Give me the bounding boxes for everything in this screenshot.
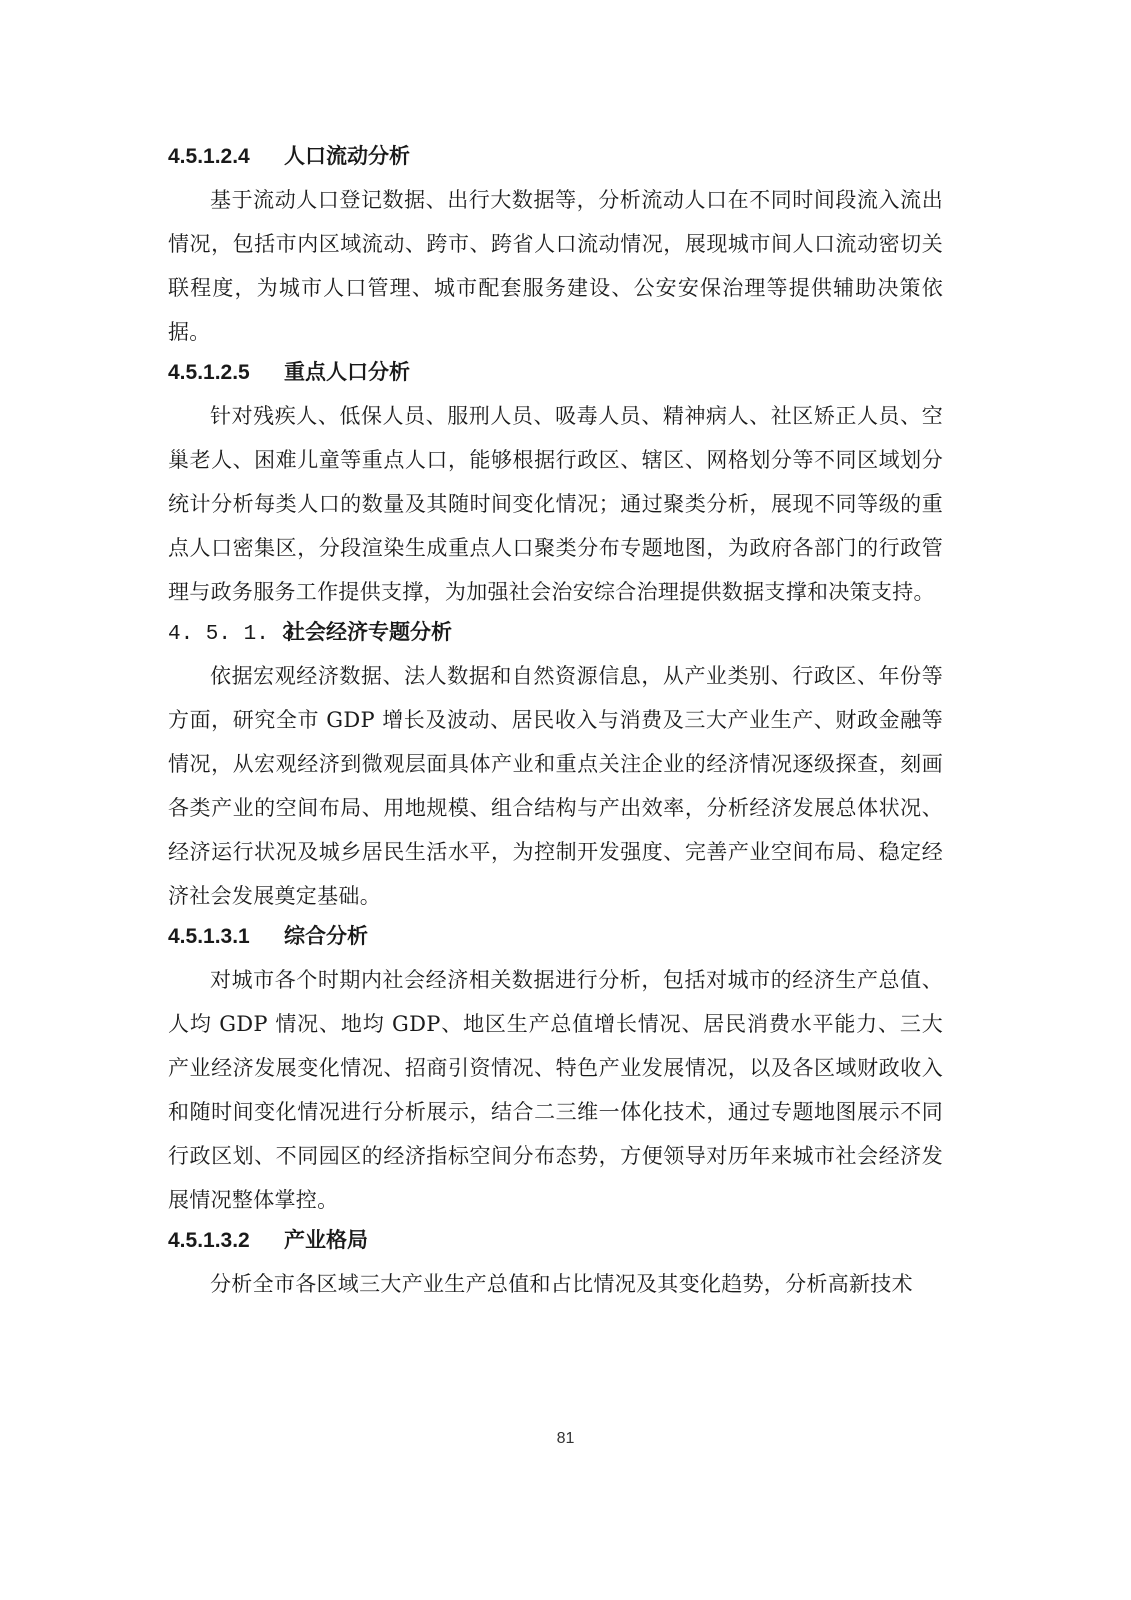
section-heading [168, 618, 943, 648]
section-paragraph: 针对残疾人、低保人员、服刑人员、吸毒人员、精神病人、社区矫正人员、空巢老人、困难儿童等重点人口，能够根据行政区、辖区、网格划分等不同区域划分统计分析每类人口的数量及其随时间变化情况；通过聚类分析，展现不同等级的重点人口密集区，分段渲染生成重点人口聚类分布专题地图，为政府各部门的行政管理与政务服务工作提供支撑，为加强社会治安综合治理提供数据支撑和决策支持。 [168, 404, 943, 604]
section-number: 4.5.1.2.5 [168, 361, 250, 384]
document-page [168, 138, 943, 1306]
section-heading [168, 922, 943, 952]
section-number: 4.5.1.2.4 [168, 145, 250, 168]
section-title: 综合分析 [284, 925, 368, 948]
section-number: 4.5.1.3.2 [168, 1229, 250, 1252]
section-title: 社会经济专题分析 [284, 621, 452, 644]
section-title: 产业格局 [284, 1229, 368, 1252]
section-paragraph: 对城市各个时期内社会经济相关数据进行分析，包括对城市的经济生产总值、人均 GDP 情况、地均 GDP、地区生产总值增长情况、居民消费水平能力、三大产业经济发展变化情况、招商引资情况、特色产业发展情况，以及各区域财政收入和随时间变化情况进行分析展示，结合二三维一体化技术，通过专题地图展示不同行政区划、不同园区的经济指标空间分布态势，方便领导对历年来城市社会经济发展情况整体掌控。 [168, 968, 943, 1212]
section-number: 4.5.1.3.1 [168, 925, 250, 948]
section-paragraph: 分析全市各区域三大产业生产总值和占比情况及其变化趋势，分析高新技术 [210, 1272, 913, 1296]
section-title: 重点人口分析 [284, 361, 410, 384]
section-heading [168, 358, 943, 388]
section-paragraph: 依据宏观经济数据、法人数据和自然资源信息，从产业类别、行政区、年份等方面，研究全市 GDP 增长及波动、居民收入与消费及三大产业生产、财政金融等情况，从宏观经济到微观层面具体产业和重点关注企业的经济情况逐级探查，刻画各类产业的空间布局、用地规模、组合结构与产出效率，分析经济发展总体状况、经济运行状况及城乡居民生活水平，为控制开发强度、完善产业空间布局、稳定经济社会发展奠定基础。 [168, 664, 943, 908]
section-number: 4. 5. 1. 3 [168, 623, 295, 646]
section-heading [168, 1226, 943, 1256]
page-number: 81 [556, 1430, 575, 1447]
section-heading [168, 142, 943, 172]
section-paragraph: 基于流动人口登记数据、出行大数据等，分析流动人口在不同时间段流入流出情况，包括市内区域流动、跨市、跨省人口流动情况，展现城市间人口流动密切关联程度，为城市人口管理、城市配套服务建设、公安安保治理等提供辅助决策依据。 [168, 188, 943, 344]
section-title: 人口流动分析 [284, 145, 410, 168]
